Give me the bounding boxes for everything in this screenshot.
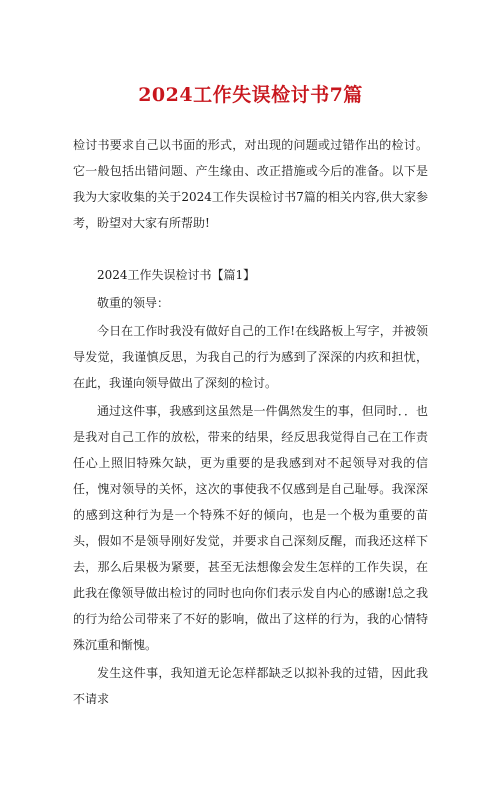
document-page [0, 82, 500, 789]
intro-paragraph: 检讨书要求自己以书面的形式，对出现的问题或过错作出的检讨。它一般包括出错问题、产生缘由、改正措施或今后的准备。以下是我为大家收集的关于2024工作失误检讨书7篇的相关内容,供大家参考，盼望对大家有所帮助! [73, 138, 428, 230]
document-title: 2024工作失误检讨书7篇 [138, 84, 363, 106]
salutation: 敬重的领导： [97, 296, 170, 310]
body-paragraph: 发生这件事，我知道无论怎样都缺乏以拟补我的过错，因此我不请求 [73, 666, 428, 706]
body-paragraph: 今日在工作时我没有做好自己的工作!在线路板上写字，并被领导发觉，我谨慎反思，为我自己的行为感到了深深的内疚和担忧，在此，我谨向领导做出了深刻的检讨。 [73, 324, 428, 390]
body-paragraph: 通过这件事，我感到这虽然是一件偶然发生的事，但同时．．也是我对自己工作的放松，带来的结果，经反思我觉得自己在工作责任心上照旧特殊欠缺，更为重要的是我感到对不起领导对我的信任，愧对领导的关怀，这次的事使我不仅感到是自己耻辱。我深深的感到这种行为是一个特殊不好的倾向，也是一个极为重要的苗头，假如不是领导刚好发觉，并要求自己深刻反醒，而我还这样下去，那么后果极为紧要，甚至无法想像会发生怎样的工作失误，在此我在像领导做出检讨的同时也向你们表示发自内心的感谢!总之我的行为给公司带来了不好的影响，做出了这样的行为，我的心情特殊沉重和惭愧。 [73, 404, 428, 652]
section-heading: 2024工作失误检讨书【篇1】 [97, 268, 256, 282]
